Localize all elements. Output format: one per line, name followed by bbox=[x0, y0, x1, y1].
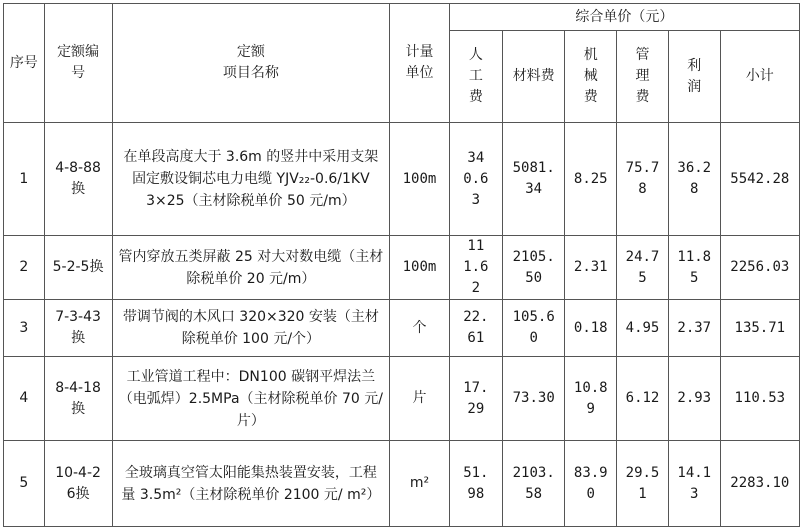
header-name bbox=[112, 4, 390, 123]
cell-unit: 个 bbox=[390, 300, 449, 357]
header-machine bbox=[565, 31, 617, 123]
cell-code-text: 8-4-18换 bbox=[55, 379, 101, 417]
cell-management-text: 75.78 bbox=[625, 160, 660, 197]
cell-material-text: 73.30 bbox=[512, 390, 555, 406]
cell-machine bbox=[565, 300, 617, 357]
cell-labor bbox=[449, 300, 502, 357]
cell-material bbox=[503, 236, 565, 300]
cell-profit-text: 36.28 bbox=[677, 160, 712, 197]
cell-unit: 片 bbox=[390, 357, 449, 441]
cell-code-text: 4-8-88换 bbox=[55, 160, 101, 197]
cell-profit bbox=[668, 357, 720, 441]
cell-subtotal: 135.71 bbox=[720, 300, 799, 357]
cell-name: 全玻璃真空管太阳能集热装置安装，工程量 3.5m²（主材除税单价 2100 元/ m²） bbox=[112, 441, 390, 527]
table-row bbox=[4, 236, 800, 300]
cell-labor-text: 111.62 bbox=[463, 238, 489, 296]
table-row bbox=[4, 300, 800, 357]
cell-seq: 3 bbox=[4, 300, 45, 357]
header-seq-text: 序号 bbox=[9, 54, 38, 71]
cell-seq: 4 bbox=[4, 357, 45, 441]
cell-code bbox=[44, 441, 112, 527]
cell-name: 带调节阀的木风口 320×320 安装（主材除税单价 100 元/个） bbox=[112, 300, 390, 357]
header-management-text: 管理费 bbox=[635, 47, 650, 105]
cell-name: 管内穿放五类屏蔽 25 对大对数电缆（主材除税单价 20 元/m） bbox=[112, 236, 390, 300]
cell-machine bbox=[565, 441, 617, 527]
cell-unit: 100m bbox=[390, 236, 449, 300]
cell-labor bbox=[449, 441, 502, 527]
cell-material bbox=[503, 123, 565, 236]
header-material bbox=[503, 31, 565, 123]
cell-material bbox=[503, 357, 565, 441]
header-labor bbox=[449, 31, 502, 123]
cell-profit bbox=[668, 441, 720, 527]
header-subtotal: 小计 bbox=[720, 31, 799, 123]
cell-code-text: 10-4-26换 bbox=[55, 464, 101, 502]
cell-management-text: 4.95 bbox=[625, 319, 660, 336]
cell-profit-text: 14.13 bbox=[677, 464, 712, 502]
header-code-text: 定额编号 bbox=[57, 44, 100, 81]
cell-machine-text: 0.18 bbox=[573, 319, 608, 336]
cell-name: 工业管道工程中：DN100 碳钢平焊法兰（电弧焊）2.5MPa（主材除税单价 70 元/片） bbox=[112, 357, 390, 441]
cell-machine-text: 8.25 bbox=[573, 170, 608, 187]
cell-code bbox=[44, 123, 112, 236]
cell-subtotal: 2256.03 bbox=[720, 236, 799, 300]
cell-management bbox=[617, 357, 669, 441]
cell-material bbox=[503, 441, 565, 527]
cell-profit bbox=[668, 300, 720, 357]
table-row bbox=[4, 123, 800, 236]
cell-labor-text: 22.61 bbox=[463, 309, 489, 346]
header-name-line2: 项目名称 bbox=[222, 65, 279, 81]
table-row bbox=[4, 441, 800, 527]
cell-machine bbox=[565, 123, 617, 236]
cell-profit-text: 2.93 bbox=[677, 390, 712, 406]
header-machine-text: 机械费 bbox=[583, 47, 598, 105]
cell-code bbox=[44, 236, 112, 300]
cell-profit bbox=[668, 123, 720, 236]
cell-code bbox=[44, 300, 112, 357]
cell-material-text: 105.60 bbox=[512, 309, 555, 346]
cell-code bbox=[44, 357, 112, 441]
cell-labor-text: 51.98 bbox=[463, 464, 489, 502]
header-unit-text: 计量单位 bbox=[405, 44, 434, 81]
cell-profit-text: 2.37 bbox=[677, 319, 712, 336]
cell-material-text: 5081.34 bbox=[512, 160, 555, 197]
cell-management-text: 29.51 bbox=[625, 464, 660, 502]
cell-management bbox=[617, 123, 669, 236]
cell-code-text: 7-3-43换 bbox=[55, 309, 101, 346]
header-seq bbox=[4, 4, 45, 123]
cell-management bbox=[617, 441, 669, 527]
header-profit-text: 利润 bbox=[687, 57, 702, 95]
cell-labor bbox=[449, 357, 502, 441]
header-profit bbox=[668, 31, 720, 123]
cell-machine-text: 83.90 bbox=[573, 464, 608, 502]
cell-subtotal: 110.53 bbox=[720, 357, 799, 441]
cell-subtotal: 5542.28 bbox=[720, 123, 799, 236]
cell-material bbox=[503, 300, 565, 357]
cell-subtotal: 2283.10 bbox=[720, 441, 799, 527]
cell-unit: m² bbox=[390, 441, 449, 527]
cell-machine bbox=[565, 357, 617, 441]
cell-machine bbox=[565, 236, 617, 300]
cell-seq: 2 bbox=[4, 236, 45, 300]
cell-labor-text: 340.63 bbox=[463, 149, 489, 208]
cell-labor bbox=[449, 236, 502, 300]
cell-machine-text: 2.31 bbox=[573, 259, 608, 275]
cell-code-text: 5-2-5换 bbox=[52, 259, 104, 275]
cell-machine-text: 10.89 bbox=[573, 379, 608, 417]
cell-profit bbox=[668, 236, 720, 300]
header-material-text: 材料费 bbox=[512, 68, 555, 84]
cell-labor-text: 17.29 bbox=[463, 379, 489, 417]
quota-table bbox=[3, 3, 800, 527]
header-labor-text: 人工费 bbox=[468, 47, 483, 105]
cell-seq: 1 bbox=[4, 123, 45, 236]
header-group: 综合单价（元） bbox=[449, 4, 799, 31]
cell-seq: 5 bbox=[4, 441, 45, 527]
header-name-line1: 定额 bbox=[236, 44, 265, 60]
cell-material-text: 2105.50 bbox=[512, 248, 555, 286]
cell-management-text: 6.12 bbox=[625, 390, 660, 406]
table-row bbox=[4, 357, 800, 441]
cell-management bbox=[617, 236, 669, 300]
cell-unit: 100m bbox=[390, 123, 449, 236]
cell-management-text: 24.75 bbox=[625, 248, 660, 286]
header-code bbox=[44, 4, 112, 123]
cell-labor bbox=[449, 123, 502, 236]
cell-profit-text: 11.85 bbox=[677, 248, 712, 286]
header-management bbox=[617, 31, 669, 123]
cell-management bbox=[617, 300, 669, 357]
header-unit bbox=[390, 4, 449, 123]
cell-name: 在单段高度大于 3.6m 的竖井中采用支架固定敷设铜芯电力电缆 YJV₂₂-0.6/1KV 3×25（主材除税单价 50 元/m） bbox=[112, 123, 390, 236]
cell-material-text: 2103.58 bbox=[512, 464, 555, 502]
